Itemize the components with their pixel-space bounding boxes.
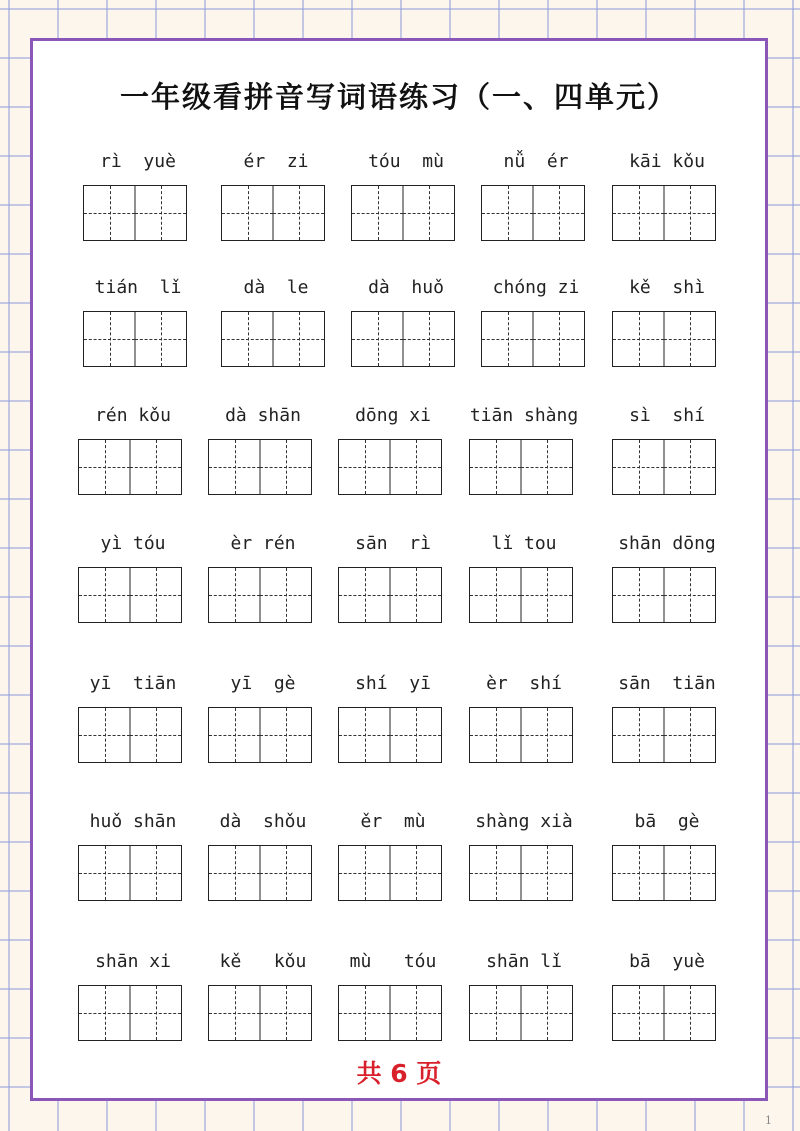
tianzige-writing-box[interactable]	[481, 185, 585, 241]
character-cell[interactable]	[260, 568, 311, 622]
exercise-row	[33, 811, 765, 901]
tianzige-writing-box[interactable]	[78, 567, 182, 623]
character-cell[interactable]	[664, 568, 715, 622]
character-cell[interactable]	[482, 186, 533, 240]
character-cell[interactable]	[130, 568, 181, 622]
character-cell[interactable]	[664, 708, 715, 762]
character-cell[interactable]	[352, 312, 403, 366]
page-title: 一年级看拼音写词语练习（一、四单元）	[119, 80, 678, 114]
page-number: 1	[765, 1114, 772, 1127]
character-cell[interactable]	[521, 986, 572, 1040]
pinyin-label: ér zi	[243, 151, 309, 172]
character-cell[interactable]	[613, 986, 664, 1040]
pinyin-label: yì tóu	[100, 533, 166, 554]
exercise-row	[33, 533, 765, 623]
character-cell[interactable]	[533, 312, 584, 366]
character-cell[interactable]	[79, 846, 130, 900]
character-cell[interactable]	[521, 440, 572, 494]
tianzige-writing-box[interactable]	[78, 845, 182, 901]
tianzige-writing-box[interactable]	[78, 439, 182, 495]
pinyin-label: dà huǒ	[368, 277, 444, 298]
character-cell[interactable]	[135, 186, 186, 240]
pinyin-label: rì yuè	[100, 151, 176, 172]
character-cell[interactable]	[339, 986, 390, 1040]
tianzige-writing-box[interactable]	[612, 567, 716, 623]
tianzige-writing-box[interactable]	[469, 567, 573, 623]
character-cell[interactable]	[613, 568, 664, 622]
tianzige-writing-box[interactable]	[469, 845, 573, 901]
tianzige-writing-box[interactable]	[612, 707, 716, 763]
character-cell[interactable]	[135, 312, 186, 366]
pinyin-label: shí yī	[355, 673, 431, 694]
character-cell[interactable]	[482, 312, 533, 366]
pinyin-label: kāi kǒu	[629, 151, 705, 172]
character-cell[interactable]	[470, 986, 521, 1040]
exercise-row	[33, 277, 765, 367]
character-cell[interactable]	[209, 440, 260, 494]
pinyin-label: chóng zi	[492, 277, 580, 298]
exercise-row	[33, 951, 765, 1041]
pinyin-label: shān dōng	[618, 533, 716, 554]
character-cell[interactable]	[390, 708, 441, 762]
tianzige-writing-box[interactable]	[469, 985, 573, 1041]
exercise-row	[33, 673, 765, 763]
tianzige-writing-box[interactable]	[83, 311, 187, 367]
tianzige-writing-box[interactable]	[208, 845, 312, 901]
character-cell[interactable]	[533, 186, 584, 240]
tianzige-writing-box[interactable]	[208, 707, 312, 763]
character-cell[interactable]	[260, 986, 311, 1040]
pinyin-label: dà shān	[225, 405, 301, 426]
tianzige-writing-box[interactable]	[351, 185, 455, 241]
character-cell[interactable]	[390, 986, 441, 1040]
tianzige-writing-box[interactable]	[612, 439, 716, 495]
tianzige-writing-box[interactable]	[338, 439, 442, 495]
pinyin-label: nǚ ér	[503, 151, 569, 172]
tianzige-writing-box[interactable]	[208, 985, 312, 1041]
pinyin-label: sì shí	[629, 405, 705, 426]
character-cell[interactable]	[521, 568, 572, 622]
character-cell[interactable]	[352, 186, 403, 240]
pinyin-label: yī tiān	[89, 673, 177, 694]
tianzige-writing-box[interactable]	[221, 185, 325, 241]
character-cell[interactable]	[209, 708, 260, 762]
tianzige-writing-box[interactable]	[221, 311, 325, 367]
pinyin-label: dōng xi	[355, 405, 431, 426]
pinyin-label: rén kǒu	[95, 405, 171, 426]
pinyin-label: sān tiān	[618, 673, 716, 694]
character-cell[interactable]	[470, 708, 521, 762]
character-cell[interactable]	[222, 312, 273, 366]
tianzige-writing-box[interactable]	[78, 707, 182, 763]
character-cell[interactable]	[664, 846, 715, 900]
pinyin-label: sān rì	[355, 533, 431, 554]
character-cell[interactable]	[664, 986, 715, 1040]
tianzige-writing-box[interactable]	[481, 311, 585, 367]
character-cell[interactable]	[84, 312, 135, 366]
character-cell[interactable]	[130, 846, 181, 900]
pinyin-label: kě kǒu	[219, 951, 307, 972]
character-cell[interactable]	[79, 986, 130, 1040]
character-cell[interactable]	[664, 440, 715, 494]
character-cell[interactable]	[390, 846, 441, 900]
character-cell[interactable]	[521, 846, 572, 900]
pinyin-label: tóu mù	[368, 151, 444, 172]
character-cell[interactable]	[273, 186, 324, 240]
tianzige-writing-box[interactable]	[338, 567, 442, 623]
pinyin-label: tián lǐ	[94, 277, 182, 298]
character-cell[interactable]	[613, 440, 664, 494]
pinyin-label: ěr mù	[360, 811, 426, 832]
pinyin-label: huǒ shān	[89, 811, 177, 832]
character-cell[interactable]	[390, 568, 441, 622]
pinyin-label: yī gè	[230, 673, 296, 694]
character-cell[interactable]	[273, 312, 324, 366]
pinyin-label: shān xi	[95, 951, 171, 972]
character-cell[interactable]	[260, 708, 311, 762]
character-cell[interactable]	[209, 986, 260, 1040]
pinyin-label: bā yuè	[629, 951, 705, 972]
character-cell[interactable]	[79, 440, 130, 494]
character-cell[interactable]	[470, 440, 521, 494]
exercise-row	[33, 405, 765, 495]
character-cell[interactable]	[222, 186, 273, 240]
pinyin-label: tiān shàng	[469, 405, 579, 426]
character-cell[interactable]	[260, 440, 311, 494]
worksheet	[30, 38, 768, 1101]
character-cell[interactable]	[613, 312, 664, 366]
character-cell[interactable]	[79, 708, 130, 762]
tianzige-writing-box[interactable]	[612, 985, 716, 1041]
tianzige-writing-box[interactable]	[83, 185, 187, 241]
page-count: 共 6 页	[356, 1059, 442, 1088]
character-cell[interactable]	[470, 846, 521, 900]
character-cell[interactable]	[339, 440, 390, 494]
character-cell[interactable]	[521, 708, 572, 762]
pinyin-label: bā gè	[634, 811, 700, 832]
character-cell[interactable]	[339, 568, 390, 622]
character-cell[interactable]	[79, 568, 130, 622]
tianzige-writing-box[interactable]	[208, 567, 312, 623]
character-cell[interactable]	[130, 708, 181, 762]
character-cell[interactable]	[613, 708, 664, 762]
tianzige-writing-box[interactable]	[612, 845, 716, 901]
character-cell[interactable]	[130, 440, 181, 494]
pinyin-label: shàng xià	[475, 811, 573, 832]
tianzige-writing-box[interactable]	[338, 707, 442, 763]
character-cell[interactable]	[339, 708, 390, 762]
tianzige-writing-box[interactable]	[338, 845, 442, 901]
character-cell[interactable]	[664, 312, 715, 366]
tianzige-writing-box[interactable]	[612, 311, 716, 367]
character-cell[interactable]	[209, 846, 260, 900]
pinyin-label: èr shí	[486, 673, 562, 694]
character-cell[interactable]	[84, 186, 135, 240]
tianzige-writing-box[interactable]	[469, 707, 573, 763]
tianzige-writing-box[interactable]	[351, 311, 455, 367]
pinyin-label: shān lǐ	[486, 951, 562, 972]
character-cell[interactable]	[403, 186, 454, 240]
character-cell[interactable]	[260, 846, 311, 900]
character-cell[interactable]	[130, 986, 181, 1040]
character-cell[interactable]	[664, 186, 715, 240]
pinyin-label: dà shǒu	[219, 811, 307, 832]
pinyin-label: lǐ tou	[491, 533, 557, 554]
character-cell[interactable]	[390, 440, 441, 494]
character-cell[interactable]	[209, 568, 260, 622]
exercise-row	[33, 151, 765, 241]
tianzige-writing-box[interactable]	[78, 985, 182, 1041]
tianzige-writing-box[interactable]	[208, 439, 312, 495]
pinyin-label: mù tóu	[349, 951, 437, 972]
character-cell[interactable]	[403, 312, 454, 366]
character-cell[interactable]	[613, 846, 664, 900]
character-cell[interactable]	[470, 568, 521, 622]
tianzige-writing-box[interactable]	[612, 185, 716, 241]
tianzige-writing-box[interactable]	[338, 985, 442, 1041]
pinyin-label: dà le	[243, 277, 309, 298]
pinyin-label: kě shì	[629, 277, 705, 298]
character-cell[interactable]	[613, 186, 664, 240]
pinyin-label: èr rén	[230, 533, 296, 554]
tianzige-writing-box[interactable]	[469, 439, 573, 495]
character-cell[interactable]	[339, 846, 390, 900]
